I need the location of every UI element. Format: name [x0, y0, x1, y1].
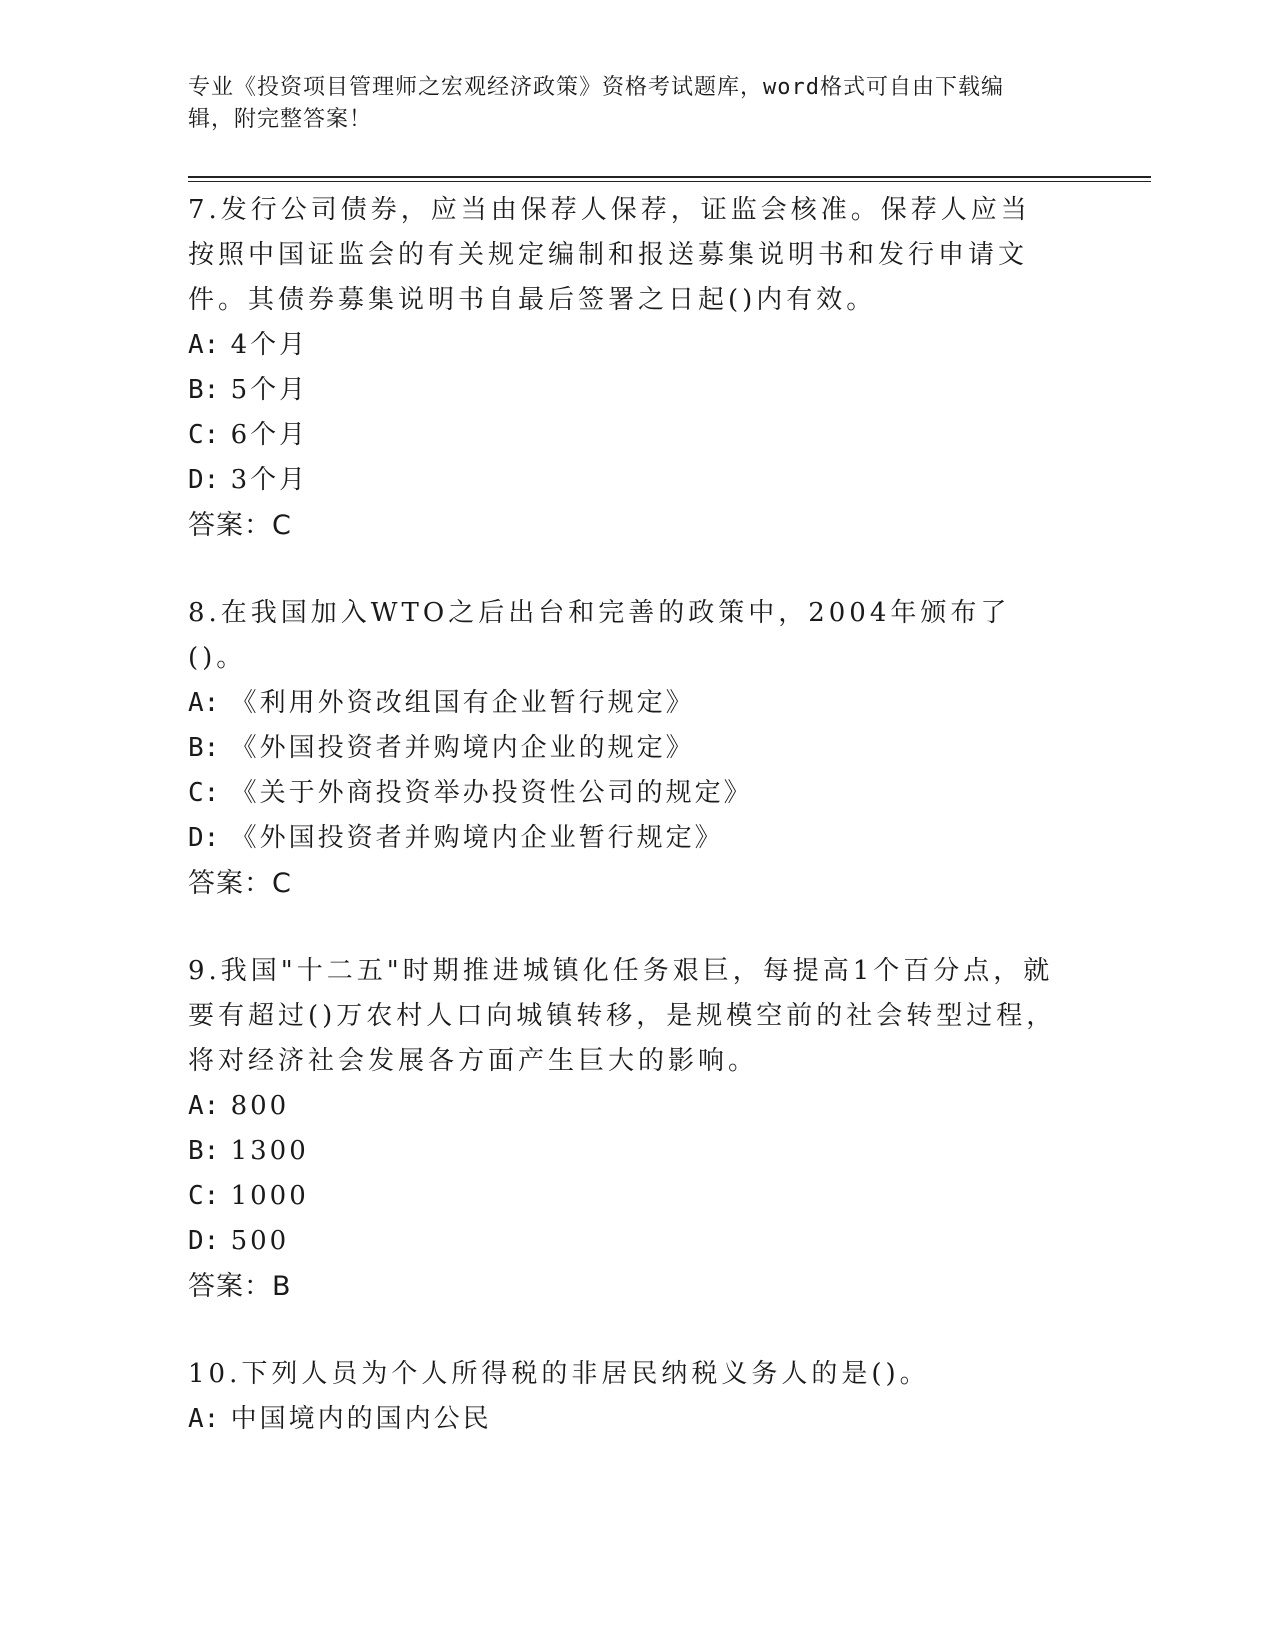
option-c: [188, 413, 1088, 458]
option-text: 中国境内的国内公民: [230, 1404, 492, 1434]
question-9: [188, 949, 1088, 1310]
option-letter: B:: [188, 733, 220, 763]
option-letter: A:: [188, 1404, 220, 1434]
option-letter: A:: [188, 1091, 220, 1121]
option-d: [188, 1219, 1088, 1264]
option-letter: D:: [188, 1226, 220, 1256]
option-text: 500: [230, 1226, 290, 1256]
option-a: [188, 681, 1088, 726]
option-text: 6个月: [230, 420, 309, 450]
option-a: [188, 323, 1088, 368]
option-letter: C:: [188, 778, 220, 808]
option-text: 3个月: [230, 465, 309, 495]
option-letter: C:: [188, 420, 220, 450]
option-c: [188, 771, 1088, 816]
question-list: [188, 188, 1088, 1484]
option-letter: A:: [188, 330, 220, 360]
option-d: [188, 458, 1088, 503]
option-text: 《外国投资者并购境内企业暂行规定》: [230, 823, 724, 853]
option-letter: D:: [188, 465, 220, 495]
option-letter: C:: [188, 1181, 220, 1211]
option-letter: B:: [188, 1136, 220, 1166]
option-text: 1300: [230, 1136, 309, 1166]
header-line-1: 专业《投资项目管理师之宏观经济政策》资格考试题库，word格式可自由下载编: [188, 75, 1004, 100]
question-7: [188, 188, 1088, 549]
option-text: 《关于外商投资举办投资性公司的规定》: [230, 778, 753, 808]
option-text: 1000: [230, 1181, 309, 1211]
answer-line: 答案：C: [188, 510, 292, 541]
header-divider-thin: [188, 181, 1151, 182]
header-divider-thick: [188, 176, 1151, 178]
option-text: 《外国投资者并购境内企业的规定》: [230, 733, 695, 763]
option-a: [188, 1397, 1088, 1442]
header-line-2: 辑，附完整答案！: [188, 107, 373, 132]
question-text: 8.在我国加入WTO之后出台和完善的政策中，2004年颁布了()。: [188, 598, 1011, 673]
question-text: 10.下列人员为个人所得税的非居民纳税义务人的是()。: [188, 1359, 930, 1389]
option-text: 800: [230, 1091, 290, 1121]
question-text: 7.发行公司债券，应当由保荐人保荐，证监会核准。保荐人应当按照中国证监会的有关规定编制和报送募集说明书和发行申请文件。其债券募集说明书自最后签署之日起()内有效。: [188, 195, 1031, 315]
option-a: [188, 1084, 1088, 1129]
answer-line: 答案：B: [188, 1271, 292, 1302]
answer-line: 答案：C: [188, 868, 292, 899]
option-letter: A:: [188, 688, 220, 718]
question-10: [188, 1352, 1088, 1442]
option-letter: D:: [188, 823, 220, 853]
option-d: [188, 816, 1088, 861]
option-b: [188, 726, 1088, 771]
option-text: 5个月: [230, 375, 309, 405]
option-text: 《利用外资改组国有企业暂行规定》: [230, 688, 695, 718]
option-letter: B:: [188, 375, 220, 405]
document-header: [188, 72, 1068, 136]
option-text: 4个月: [230, 330, 309, 360]
question-text: 9.我国"十二五"时期推进城镇化任务艰巨，每提高1个百分点，就要有超过()万农村人口向城镇转移，是规模空前的社会转型过程，将对经济社会发展各方面产生巨大的影响。: [188, 956, 1057, 1076]
option-b: [188, 1129, 1088, 1174]
option-c: [188, 1174, 1088, 1219]
question-8: [188, 591, 1088, 907]
option-b: [188, 368, 1088, 413]
